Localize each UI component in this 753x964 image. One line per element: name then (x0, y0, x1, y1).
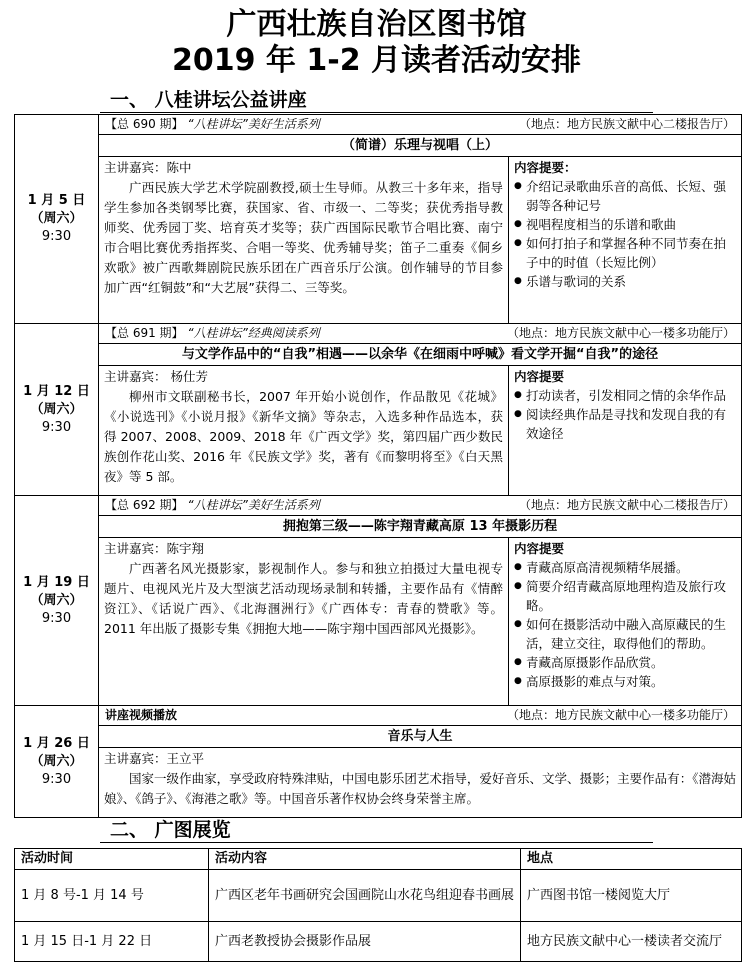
exhibition-cell: 1 月 8 号-1 月 14 号 (15, 870, 209, 922)
lecture-point-item: ● 阅读经典作品是寻找和发现自我的有效途径 (514, 405, 736, 443)
lecture-point-item: ● 高原摄影的难点与对策。 (514, 672, 736, 691)
lecture-description (99, 366, 509, 496)
lecture-point-item: ● 打动读者，引发相同之情的余华作品 (514, 386, 736, 405)
lecture-series: “八桂讲坛”美好生活系列 (187, 117, 320, 131)
lecture-points (509, 157, 742, 324)
section-divider (100, 112, 653, 113)
lecture-topic: 拥抱第三级——陈宇翔青藏高原 13 年摄影历程 (99, 516, 742, 538)
lecture-header-row (15, 115, 742, 135)
lecture-point-item: ● 介绍记录歌曲乐音的高低、长短、强弱等各种记号 (514, 177, 736, 215)
lecture-header-row (15, 324, 742, 344)
exhibition-cell: 广西图书馆一楼阅览大厅 (521, 870, 742, 922)
lecture-body-row (15, 538, 742, 706)
lecture-series: “八桂讲坛”美好生活系列 (187, 498, 320, 512)
lecture-weekday: （周六） (30, 753, 83, 769)
lecture-location: （地点：地方民族文献中心二楼报告厅） (519, 117, 736, 131)
lecture-point-item: ● 乐谱与歌词的关系 (514, 272, 736, 291)
lecture-issue: 【总 690 期】 (105, 117, 184, 131)
lecture-point-item: ● 如何在摄影活动中融入高原藏民的生活，建立交往，取得他们的帮助。 (514, 615, 736, 653)
lecture-topic-row (15, 726, 742, 748)
page-subtitle: 2019 年 1-2 月读者活动安排 (171, 43, 582, 78)
exhibition-cell: 广西老教授协会摄影作品展 (209, 922, 521, 962)
lecture-issue: 【总 691 期】 (105, 326, 184, 340)
lecture-issue: 讲座视频播放 (105, 708, 178, 722)
lecture-points (509, 366, 742, 496)
lecture-info-cell (99, 115, 742, 135)
lecture-bio: 柳州市文联副秘书长，2007 年开始小说创作，作品散见《花城》《小说选刊》《小说月报》《新华文摘》等杂志，入选多种作品选本，获得 2007、2008、2009、2018 年《广西文学》奖，第四届广西少数民族创作花山奖、2016 年《民族文学》奖，著有《而黎明将至》《白天黑夜》等 5 部。 (104, 389, 503, 484)
lecture-issue: 【总 692 期】 (105, 498, 184, 512)
lecture-point-item: ● 青藏高原高清视频精华展播。 (514, 558, 736, 577)
lecture-weekday: （周六） (30, 401, 83, 417)
lecture-topic-row (15, 135, 742, 157)
lecture-speaker: 主讲嘉宾：王立平 (104, 751, 205, 766)
lecture-time: 9:30 (41, 610, 72, 626)
lecture-point-item: ● 简要介绍青藏高原地理构造及旅行攻略。 (514, 577, 736, 615)
lecture-topic: 音乐与人生 (99, 726, 742, 748)
exhibition-row (15, 870, 742, 922)
lecture-date: 1 月 26 日 (23, 735, 90, 751)
lecture-location: （地点：地方民族文献中心二楼报告厅） (519, 498, 736, 512)
lecture-description (99, 157, 509, 324)
lecture-topic-row (15, 344, 742, 366)
lecture-point-item: ● 青藏高原摄影作品欣赏。 (514, 653, 736, 672)
lecture-topic: 与文学作品中的“自我”相遇——以余华《在细雨中呼喊》看文学开掘“自我”的途径 (99, 344, 742, 366)
lecture-description (99, 538, 509, 706)
exhibition-cell: 1 月 15 日-1 月 22 日 (15, 922, 209, 962)
exhibition-column-header: 活动内容 (209, 849, 521, 870)
section-heading-lectures: 一、 八桂讲坛公益讲座 (110, 89, 307, 111)
lecture-info-cell (99, 706, 742, 726)
section-divider (100, 842, 653, 843)
lecture-body-row (15, 157, 742, 324)
exhibition-header-row (15, 849, 742, 870)
lecture-time: 9:30 (41, 771, 72, 787)
lecture-date-cell (15, 496, 99, 706)
lecture-bio: 广西民族大学艺术学院副教授,硕士生导师。从教三十多年来，指导学生参加各类钢琴比赛，获国家、省、市级一、二等奖；获优秀指导教师奖、优秀园丁奖、培育英才奖等；获广西国际民歌节合唱比赛、南宁市合唱比赛优秀指挥奖、合唱一等奖、优秀辅导奖；笛子二重奏《侗乡欢歌》被广西歌舞剧院民族乐团在广西音乐厅公演。创作辅导的节目参加广西“红铜鼓”和“大艺展”获得二、三等奖。 (104, 180, 503, 295)
lecture-points-heading: 内容提要： (514, 160, 577, 175)
section-heading-exhibitions: 二、 广图展览 (110, 819, 231, 841)
lecture-points-heading: 内容提要 (514, 541, 565, 556)
lecture-topic-row (15, 516, 742, 538)
exhibition-column-header: 活动时间 (15, 849, 209, 870)
page-title: 广西壮族自治区图书馆 (226, 7, 527, 42)
lecture-location: （地点：地方民族文献中心一楼多功能厅） (507, 326, 736, 340)
lecture-body-row (15, 366, 742, 496)
lecture-weekday: （周六） (30, 592, 83, 608)
lecture-weekday: （周六） (30, 211, 83, 226)
lecture-header-row (15, 496, 742, 516)
lecture-info-cell (99, 324, 742, 344)
lecture-date: 1 月 12 日 (23, 383, 90, 399)
lecture-series: “八桂讲坛”经典阅读系列 (187, 326, 320, 340)
lecture-bio: 国家一级作曲家，享受政府特殊津贴，中国电影乐团艺术指导，爱好音乐、文学、摄影；主要作品有：《潜海姑娘》、《鸽子》、《海港之歌》等。中国音乐著作权协会终身荣誉主席。 (104, 771, 737, 806)
exhibition-column-header: 地点 (521, 849, 742, 870)
lecture-body-row (15, 748, 742, 818)
lecture-date-cell (15, 115, 99, 324)
lecture-time: 9:30 (41, 419, 72, 435)
lecture-location: （地点：地方民族文献中心一楼多功能厅） (507, 708, 736, 722)
lecture-topic: （简谱）乐理与视唱（上） (99, 135, 742, 157)
lecture-date: 1 月 5 日 (27, 193, 86, 208)
exhibition-table (14, 848, 742, 962)
lecture-points (509, 538, 742, 706)
exhibition-cell: 地方民族文献中心一楼读者交流厅 (521, 922, 742, 962)
lecture-date-cell (15, 324, 99, 496)
exhibition-cell: 广西区老年书画研究会国画院山水花鸟组迎春书画展 (209, 870, 521, 922)
lecture-table (14, 114, 742, 818)
lecture-point-item: ● 视唱程度相当的乐谱和歌曲 (514, 215, 736, 234)
lecture-date-cell (15, 706, 99, 818)
exhibition-row (15, 922, 742, 962)
lecture-points-heading: 内容提要 (514, 369, 565, 384)
lecture-date: 1 月 19 日 (23, 574, 90, 590)
lecture-time: 9:30 (41, 229, 72, 244)
lecture-speaker: 主讲嘉宾：陈宇翔 (104, 541, 205, 556)
lecture-point-item: ● 如何打拍子和掌握各种不同节奏在拍子中的时值（长短比例） (514, 234, 736, 272)
lecture-speaker: 主讲嘉宾： 杨仕芳 (104, 369, 208, 384)
lecture-speaker: 主讲嘉宾：陈中 (104, 160, 192, 175)
lecture-description (99, 748, 742, 818)
lecture-bio: 广西著名风光摄影家，影视制作人。参与和独立拍摄过大量电视专题片、电视风光片及大型演艺活动现场录制和转播，主要作品有《情醉资江》、《话说广西》、《北海涠洲行》《广西体专：青春的赞歌》等。2011 年出版了摄影专集《拥抱大地——陈宇翔中国西部风光摄影》。 (104, 561, 503, 636)
lecture-info-cell (99, 496, 742, 516)
lecture-header-row (15, 706, 742, 726)
